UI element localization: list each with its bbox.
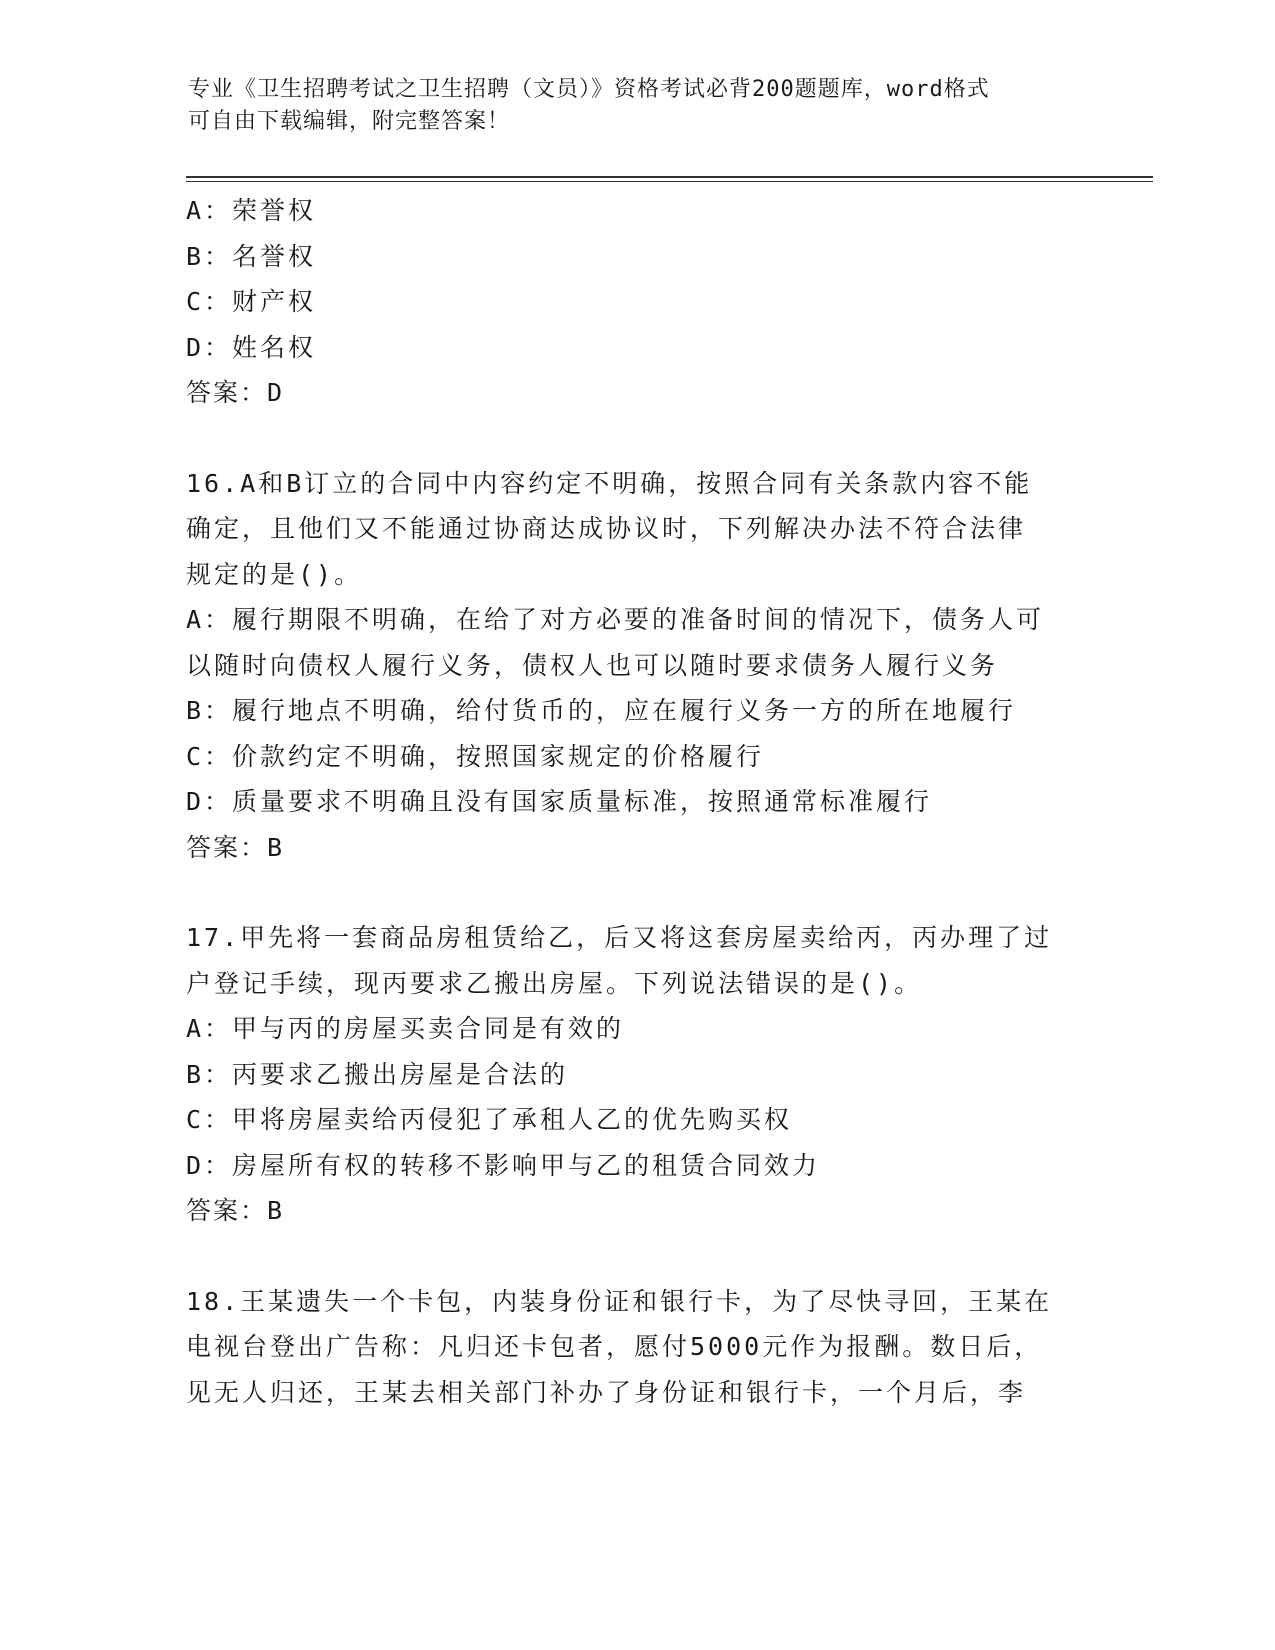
header-line-2: 可自由下载编辑，附完整答案！	[188, 109, 511, 134]
question-stem-line: 16.A和B订立的合同中内容约定不明确，按照合同有关条款内容不能	[186, 468, 1033, 498]
option-c: C：财产权	[186, 287, 317, 316]
question-content	[186, 188, 1086, 1415]
spacer	[186, 416, 1086, 461]
option-c: C：价款约定不明确，按照国家规定的价格履行	[186, 741, 765, 771]
option-b: B：履行地点不明确，给付货币的，应在履行义务一方的所在地履行	[186, 696, 1017, 725]
option-b: B：名誉权	[186, 241, 317, 271]
option-a: A：荣誉权	[186, 196, 317, 225]
header-line-1: 专业《卫生招聘考试之卫生招聘（文员）》资格考试必背200题题库，word格式	[188, 77, 990, 102]
question-17	[186, 915, 1086, 1234]
question-16	[186, 461, 1086, 871]
answer: 答案：B	[186, 832, 285, 862]
question-18	[186, 1279, 1086, 1416]
question-stem-line: 见无人归还，王某去相关部门补办了身份证和银行卡，一个月后，李	[186, 1377, 1027, 1407]
answer: 答案：D	[186, 378, 285, 407]
spacer	[186, 1234, 1086, 1279]
option-a-continued: 以随时向债权人履行义务，债权人也可以随时要求债务人履行义务	[186, 650, 999, 680]
question-stem-line: 规定的是()。	[186, 559, 363, 589]
option-a: A：履行期限不明确，在给了对方必要的准备时间的情况下，债务人可	[186, 605, 1045, 634]
option-d: D：质量要求不明确且没有国家质量标准，按照通常标准履行	[186, 787, 933, 816]
option-a: A：甲与丙的房屋买卖合同是有效的	[186, 1014, 625, 1043]
answer: 答案：B	[186, 1196, 285, 1225]
spacer	[186, 870, 1086, 915]
question-stem-line: 18.王某遗失一个卡包，内装身份证和银行卡，为了尽快寻回，王某在	[186, 1286, 1053, 1316]
header-divider-thick	[186, 176, 1153, 178]
document-header	[188, 74, 1068, 138]
option-b: B：丙要求乙搬出房屋是合法的	[186, 1059, 569, 1089]
question-15	[186, 188, 1086, 416]
header-divider-thin	[186, 181, 1153, 182]
question-stem-line: 户登记手续，现丙要求乙搬出房屋。下列说法错误的是()。	[186, 968, 923, 998]
question-stem-line: 17.甲先将一套商品房租赁给乙，后又将这套房屋卖给丙，丙办理了过	[186, 923, 1053, 952]
option-d: D：房屋所有权的转移不影响甲与乙的租赁合同效力	[186, 1150, 821, 1180]
question-stem-line: 确定，且他们又不能通过协商达成协议时，下列解决办法不符合法律	[186, 514, 1027, 543]
option-d: D：姓名权	[186, 332, 317, 362]
option-c: C：甲将房屋卖给丙侵犯了承租人乙的优先购买权	[186, 1105, 793, 1134]
question-stem-line: 电视台登出广告称：凡归还卡包者，愿付5000元作为报酬。数日后，	[186, 1332, 1043, 1361]
